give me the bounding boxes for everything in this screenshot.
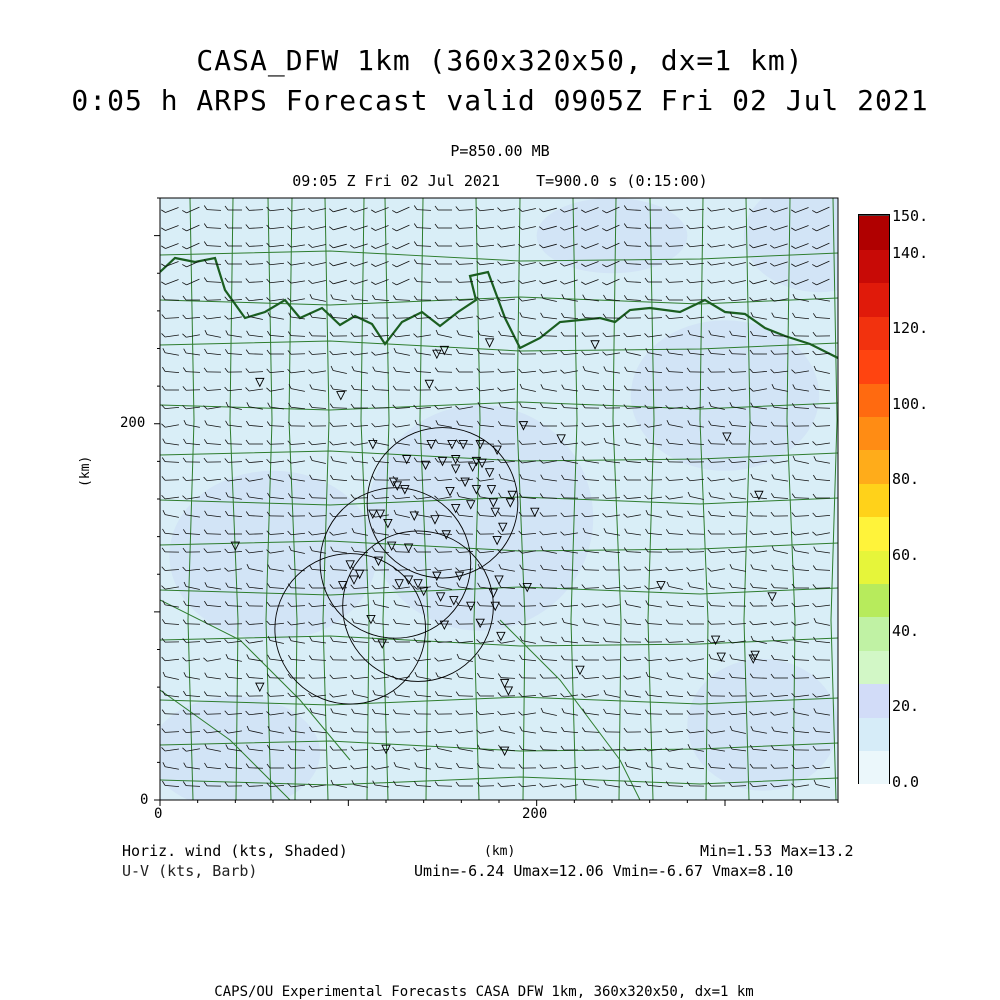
uv-range-readout: Umin=-6.24 Umax=12.06 Vmin=-6.67 Vmax=8.10 (414, 862, 794, 880)
plot-subtitle: 0:05 h ARPS Forecast valid 0905Z Fri 02 Jul 2021 (71, 84, 929, 117)
colorbar-label: 40. (892, 622, 920, 640)
colorbar-segment (859, 516, 889, 551)
county-line (143, 198, 151, 800)
colorbar-segment (859, 750, 889, 785)
colorbar-segment (859, 649, 889, 684)
colorbar-segment (859, 716, 889, 751)
valid-time: 09:05 Z Fri 02 Jul 2021 T=900.0 s (0:15:00) (292, 172, 708, 190)
wind-patch (631, 320, 819, 471)
wind-patch (687, 659, 838, 791)
colorbar-label: 20. (892, 697, 920, 715)
colorbar-segment (859, 683, 889, 718)
x-tick-0: 0 (154, 806, 163, 822)
colorbar-segment (859, 482, 889, 517)
shaded-variable-label: Horiz. wind (kts, Shaded) (122, 842, 348, 860)
x-tick-200: 200 (522, 806, 548, 822)
pressure-level: P=850.00 MB (450, 142, 550, 160)
barb-variable-label: U-V (kts, Barb) (122, 862, 258, 880)
colorbar-label: 0.0 (892, 773, 920, 791)
colorbar-label: 80. (892, 470, 920, 488)
colorbar (858, 214, 890, 784)
colorbar-segment (859, 282, 889, 317)
colorbar-segment (859, 549, 889, 584)
colorbar-label: 150. (892, 207, 929, 225)
wind-patch (169, 471, 376, 640)
colorbar-label: 60. (892, 546, 920, 564)
county-line (89, 198, 95, 800)
y-tick-200: 200 (120, 415, 146, 431)
plot-title: CASA_DFW 1km (360x320x50, dx=1 km) (196, 44, 804, 77)
colorbar-segment (859, 315, 889, 350)
colorbar-segment (859, 349, 889, 384)
min-max-readout: Min=1.53 Max=13.2 (700, 842, 854, 860)
colorbar-segment (859, 248, 889, 283)
y-axis-label: (km) (78, 455, 93, 487)
x-axis-label: (km) (484, 844, 516, 859)
colorbar-segment (859, 449, 889, 484)
colorbar-label: 100. (892, 395, 929, 413)
y-tick-0: 0 (140, 792, 149, 808)
colorbar-label: 140. (892, 244, 929, 262)
colorbar-segment (859, 583, 889, 618)
wind-patch (537, 198, 688, 273)
footer-credit: CAPS/OU Experimental Forecasts CASA DFW 1km, 360x320x50, dx=1 km (214, 984, 754, 1000)
colorbar-label: 120. (892, 319, 929, 337)
colorbar-segment (859, 415, 889, 450)
colorbar-segment (859, 382, 889, 417)
county-line (39, 198, 47, 800)
colorbar-segment (859, 616, 889, 651)
colorbar-segment (859, 215, 889, 250)
